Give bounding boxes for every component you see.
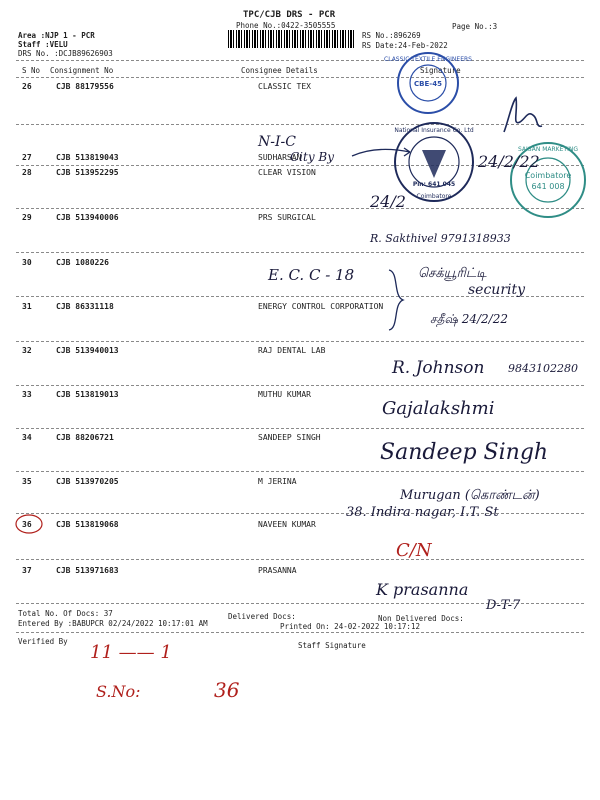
handwritten-sno-value: 36 (214, 678, 240, 702)
row-serial: 33 (22, 390, 32, 399)
stamp-text: SAISAN MARKETING (518, 146, 578, 153)
column-header-sno: S No (22, 66, 41, 75)
barcode (228, 30, 354, 48)
page-number: Page No.:3 (452, 22, 498, 31)
handwritten-verified-value: 11 —— 1 (90, 642, 172, 663)
column-header-signature: Signature (420, 66, 461, 75)
row-serial: 35 (22, 477, 32, 486)
row-divider (16, 385, 584, 386)
handwritten-city: City By (290, 150, 335, 164)
handwritten-dt: D-T-7 (486, 598, 521, 613)
row-consignee: CLASSIC TEX (258, 82, 311, 91)
row-consignee: RAJ DENTAL LAB (258, 346, 326, 355)
brace-mark (385, 268, 407, 332)
total-docs: Total No. Of Docs: 37 (18, 609, 113, 618)
handwritten-tamil-date: சதீஷ் 24/2/22 (430, 312, 508, 326)
handwritten-johnson: R. Johnson (392, 358, 485, 378)
row-divider (16, 341, 584, 342)
handwritten-ecc: E. C. C - 18 (268, 266, 355, 284)
handwritten-nic: N-I-C (258, 134, 296, 150)
row-consignment: CJB 513970205 (56, 477, 119, 486)
row-divider (16, 471, 584, 472)
row-serial: 32 (22, 346, 32, 355)
area-label: Area :NJP 1 - PCR (18, 31, 95, 40)
verified-by-label: Verified By (18, 637, 68, 646)
row-consignment: CJB 513819043 (56, 153, 119, 162)
row-consignee: CLEAR VISION (258, 168, 316, 177)
handwritten-johnson-phone: 9843102280 (508, 362, 578, 375)
phone-number: Phone No.:0422-3505555 (236, 21, 336, 30)
staff-label: Staff :VELU (18, 40, 68, 49)
row-consignee: MUTHU KUMAR (258, 390, 311, 399)
document-title: TPC/CJB DRS - PCR (243, 10, 336, 20)
row-serial: 34 (22, 433, 32, 442)
row-consignment: CJB 513819013 (56, 390, 119, 399)
row-consignment: CJB 1080226 (56, 258, 109, 267)
staff-signature-label: Staff Signature (298, 641, 366, 650)
row-serial: 37 (22, 566, 32, 575)
printed-on: Printed On: 24-02-2022 10:17:12 (280, 622, 420, 631)
row-consignee: PRASANNA (258, 566, 297, 575)
row-serial: 31 (22, 302, 32, 311)
row-consignment: CJB 513952295 (56, 168, 119, 177)
handwritten-cn-note: C/N (396, 540, 432, 561)
row-serial: 30 (22, 258, 32, 267)
row-consignment: CJB 88179556 (56, 82, 114, 91)
column-header-consignment: Consignment No (50, 66, 114, 75)
row-consignment: CJB 88206721 (56, 433, 114, 442)
stamp-city: Coimbatore (524, 171, 572, 180)
column-header-consignee: Consignee Details (241, 66, 318, 75)
entered-by: Entered By :BABUPCR 02/24/2022 10:17:01 AM (18, 619, 208, 628)
classic-textile-stamp (384, 50, 472, 116)
row-divider (16, 252, 584, 253)
row-divider (16, 428, 584, 429)
handwritten-sno-label: S.No: (96, 682, 141, 701)
handwritten-prasanna: K prasanna (376, 580, 469, 599)
row-consignee: ENERGY CONTROL CORPORATION (258, 302, 384, 311)
row-consignment: CJB 513971683 (56, 566, 119, 575)
stamp-text: CLASSIC TEXTILE ENGINEERS (384, 56, 472, 63)
delivered-docs: Delivered Docs: (228, 612, 296, 621)
row-consignment: CJB 513940006 (56, 213, 119, 222)
handwritten-security: security (468, 282, 526, 298)
non-delivered-docs: Non Delivered Docs: (378, 614, 464, 623)
row-consignee: SUDHARSAN (258, 153, 302, 162)
row-divider (16, 559, 584, 560)
header-divider (16, 60, 584, 61)
drs-number: DRS No. :DCJB89626903 (18, 49, 113, 58)
stamp-city: Coimbatore (416, 193, 452, 200)
serial-circle-mark (14, 513, 46, 535)
row-consignee: NAVEEN KUMAR (258, 520, 316, 529)
arrow-mark (350, 142, 420, 162)
rs-number: RS No.:896269 (362, 31, 421, 40)
row-consignee: PRS SURGICAL (258, 213, 316, 222)
row-serial: 36 (22, 520, 32, 529)
stamp-code: CBE-45 (414, 80, 442, 88)
row-serial: 26 (22, 82, 32, 91)
stamp-pin: Pin: 641 045 (412, 181, 456, 188)
stamp-text: National Insurance Co. Ltd (394, 127, 474, 134)
row-consignee: M JERINA (258, 477, 297, 486)
handwritten-address-36: 38. Indira nagar, I.T. St (346, 505, 499, 520)
rs-date: RS Date:24-Feb-2022 (362, 41, 448, 50)
row-serial: 28 (22, 168, 32, 177)
handwritten-date-28: 24/2 (370, 192, 406, 211)
row-serial: 29 (22, 213, 32, 222)
handwritten-gajalakshmi: Gajalakshmi (382, 398, 495, 419)
row-consignment: CJB 513940013 (56, 346, 119, 355)
handwritten-tamil-security: செக்யூரிட்டி (418, 266, 487, 281)
row-consignment: CJB 513819068 (56, 520, 119, 529)
signature-scribble (498, 92, 544, 138)
row-serial: 27 (22, 153, 32, 162)
row-consignment: CJB 86331118 (56, 302, 114, 311)
handwritten-sandeep: Sandeep Singh (380, 440, 549, 465)
column-header-divider (16, 77, 584, 78)
handwritten-murugan: Murugan (கொண்டன்) (400, 488, 540, 503)
row-divider (16, 208, 584, 209)
footer-divider (16, 632, 584, 633)
row-consignee: SANDEEP SINGH (258, 433, 321, 442)
handwritten-date-27: 24/2/22 (478, 152, 540, 171)
stamp-pin: 641 008 (531, 182, 565, 191)
handwritten-sakthivel: R. Sakthivel 9791318933 (370, 232, 511, 245)
